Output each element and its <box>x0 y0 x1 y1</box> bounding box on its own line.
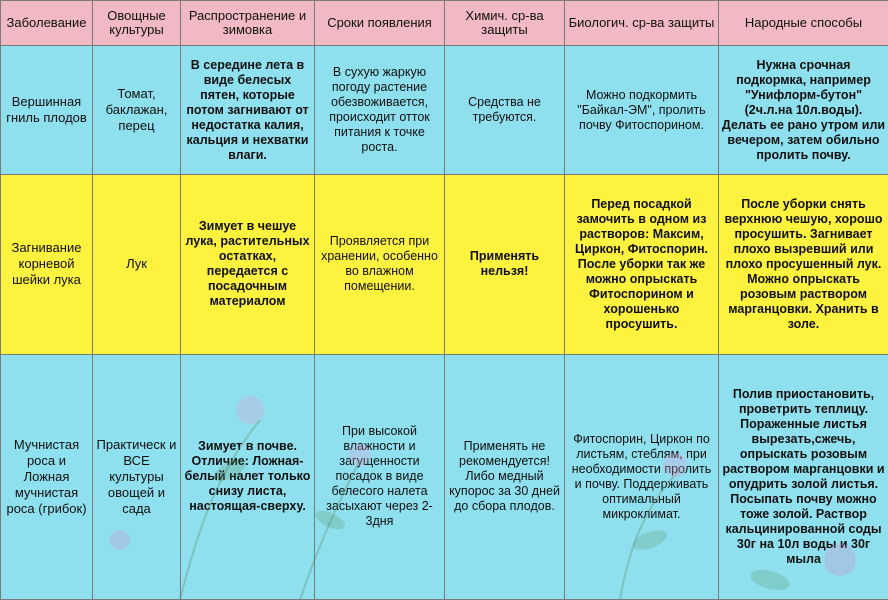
cell-biological: Фитоспорин, Циркон по листьям, стеблям, при необходимости пролить и почву. Поддерживать оптимальный микроклимат. <box>565 354 719 599</box>
cell-disease: Мучнистая роса и Ложная мучнистая роса (грибок) <box>1 354 93 599</box>
table-row <box>1 46 888 175</box>
cell-chemical: Применять нельзя! <box>445 175 565 354</box>
cell-folk: Полив приостановить, проветрить теплицу. Пораженные листья вырезать,сжечь, опрыскать розовым раствором марганцовки и опудрить золой листья. Посыпать почву можно тоже золой. Раствор кальцинированной соды 30г на 10л воды и 30г мыла <box>719 354 888 599</box>
cell-timing: Проявляется при хранении, особенно во влажном помещении. <box>315 175 445 354</box>
cell-crops: Лук <box>93 175 181 354</box>
cell-biological: Перед посадкой замочить в одном из растворов: Максим, Циркон, Фитоспорин. После уборки так же можно опрыскать Фитоспорином и хорошенько просушить. <box>565 175 719 354</box>
cell-crops: Томат, баклажан, перец <box>93 46 181 175</box>
cell-disease: Загнивание корневой шейки лука <box>1 175 93 354</box>
header-timing: Сроки появления <box>315 1 445 46</box>
header-chemical: Химич. ср-ва защиты <box>445 1 565 46</box>
table-row <box>1 175 888 354</box>
header-crops: Овощные культуры <box>93 1 181 46</box>
cell-chemical: Применять не рекомендуется! Либо медный купорос за 30 дней до сбора плодов. <box>445 354 565 599</box>
cell-timing: При высокой влажности и загущенности посадок в виде белесого налета засыхают через 2-3дня <box>315 354 445 599</box>
header-row <box>1 1 888 46</box>
cell-disease: Вершинная гниль плодов <box>1 46 93 175</box>
header-folk: Народные способы <box>719 1 888 46</box>
cell-spread: Зимует в почве. Отличие: Ложная-белый налет только снизу листа, настоящая-сверху. <box>181 354 315 599</box>
cell-chemical: Средства не требуются. <box>445 46 565 175</box>
header-biological: Биологич. ср-ва защиты <box>565 1 719 46</box>
cell-folk: Нужна срочная подкормка, например "Унифлорм-бутон" (2ч.л.на 10л.воды). Делать ее рано утром или вечером, затем обильно пролить почву. <box>719 46 888 175</box>
cell-timing: В сухую жаркую погоду растение обезвоживается, происходит отток питания к точке роста. <box>315 46 445 175</box>
cell-biological: Можно подкормить "Байкал-ЭМ", пролить почву Фитоспорином. <box>565 46 719 175</box>
table-row <box>1 354 888 599</box>
cell-spread: В середине лета в виде белесых пятен, которые потом загнивают от недостатка калия, кальция и нехватки влаги. <box>181 46 315 175</box>
header-disease: Заболевание <box>1 1 93 46</box>
cell-folk: После уборки снять верхнюю чешую, хорошо просушить. Загнивает плохо вызревший или плохо просушенный лук. Можно опрыскать розовым раствором марганцовки. Хранить в золе. <box>719 175 888 354</box>
header-spread: Распространение и зимовка <box>181 1 315 46</box>
cell-spread: Зимует в чешуе лука, растительных остатках, передается с посадочным материалом <box>181 175 315 354</box>
cell-crops: Практическ и ВСЕ культуры овощей и сада <box>93 354 181 599</box>
